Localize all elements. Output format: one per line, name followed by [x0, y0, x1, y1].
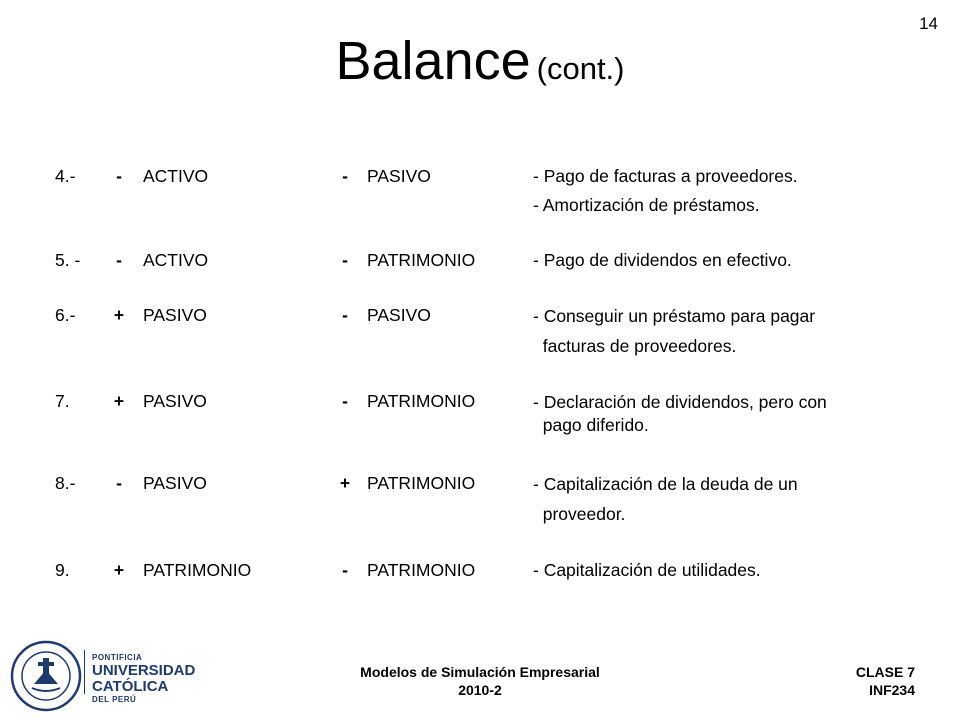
- slide-number: 14: [919, 14, 938, 33]
- row-item-2: PATRIMONIO: [367, 473, 476, 493]
- description-line: - Declaración de dividendos, pero con: [533, 392, 827, 412]
- footer-class-info: [856, 663, 915, 699]
- row-sign-1: -: [116, 250, 122, 270]
- row-item-2: PATRIMONIO: [367, 560, 476, 580]
- university-logo-text: [92, 653, 195, 705]
- row-description: [533, 301, 938, 361]
- slide-title: [0, 30, 960, 92]
- row-sign-1: -: [116, 473, 122, 493]
- row-sign-2: +: [339, 473, 351, 493]
- row-description: [533, 250, 938, 271]
- row-description: [533, 560, 938, 581]
- row-item-1: PASIVO: [143, 391, 207, 411]
- footer-course-name: Modelos de Simulación Empresarial: [360, 664, 600, 680]
- footer-course: [340, 663, 620, 699]
- title-sub: (cont.): [536, 51, 625, 86]
- description-line: facturas de proveedores.: [533, 336, 737, 356]
- logo-line-3: CATÓLICA: [92, 678, 169, 695]
- row-description: [533, 391, 938, 437]
- footer-code: INF234: [869, 682, 915, 698]
- row-item-2: PATRIMONIO: [367, 250, 476, 270]
- description-line: - Conseguir un préstamo para pagar: [533, 306, 816, 326]
- description-line: pago diferido.: [533, 415, 649, 435]
- university-seal-icon: [10, 640, 82, 712]
- footer-term: 2010-2: [458, 682, 502, 698]
- description-line: - Pago de dividendos en efectivo.: [533, 250, 792, 270]
- row-sign-1: +: [113, 560, 125, 580]
- row-sign-2: -: [342, 166, 348, 186]
- row-item-1: ACTIVO: [143, 250, 209, 270]
- row-item-1: ACTIVO: [143, 166, 209, 186]
- row-item-2: PATRIMONIO: [367, 391, 476, 411]
- row-number: 5. -: [55, 250, 81, 270]
- title-main: Balance: [335, 31, 531, 91]
- description-line: - Pago de facturas a proveedores.: [533, 166, 798, 186]
- row-item-2: PASIVO: [367, 305, 431, 325]
- description-line: - Capitalización de utilidades.: [533, 560, 761, 580]
- row-number: 9.: [55, 560, 70, 580]
- description-line: proveedor.: [533, 504, 626, 524]
- row-number: 4.-: [55, 166, 76, 186]
- logo-line-4: DEL PERÚ: [92, 695, 137, 704]
- row-description: [533, 162, 938, 220]
- description-line: - Capitalización de la deuda de un: [533, 474, 798, 494]
- logo-line-1: PONTIFICIA: [92, 653, 143, 662]
- row-number: 7.: [55, 391, 70, 411]
- row-item-1: PASIVO: [143, 473, 207, 493]
- row-sign-2: -: [342, 560, 348, 580]
- logo-line-2: UNIVERSIDAD: [92, 662, 196, 679]
- row-sign-2: -: [342, 305, 348, 325]
- row-item-1: PASIVO: [143, 305, 207, 325]
- row-sign-1: +: [113, 391, 125, 411]
- row-number: 8.-: [55, 473, 76, 493]
- row-sign-1: +: [113, 305, 125, 325]
- footer-clase: CLASE 7: [855, 664, 915, 680]
- row-item-1: PATRIMONIO: [143, 560, 252, 580]
- row-item-2: PASIVO: [367, 166, 431, 186]
- description-line: - Amortización de préstamos.: [533, 195, 760, 215]
- logo-divider: [84, 650, 85, 694]
- row-sign-1: -: [116, 166, 122, 186]
- row-sign-2: -: [342, 391, 348, 411]
- row-number: 6.-: [55, 305, 76, 325]
- row-description: [533, 469, 938, 529]
- row-sign-2: -: [342, 250, 348, 270]
